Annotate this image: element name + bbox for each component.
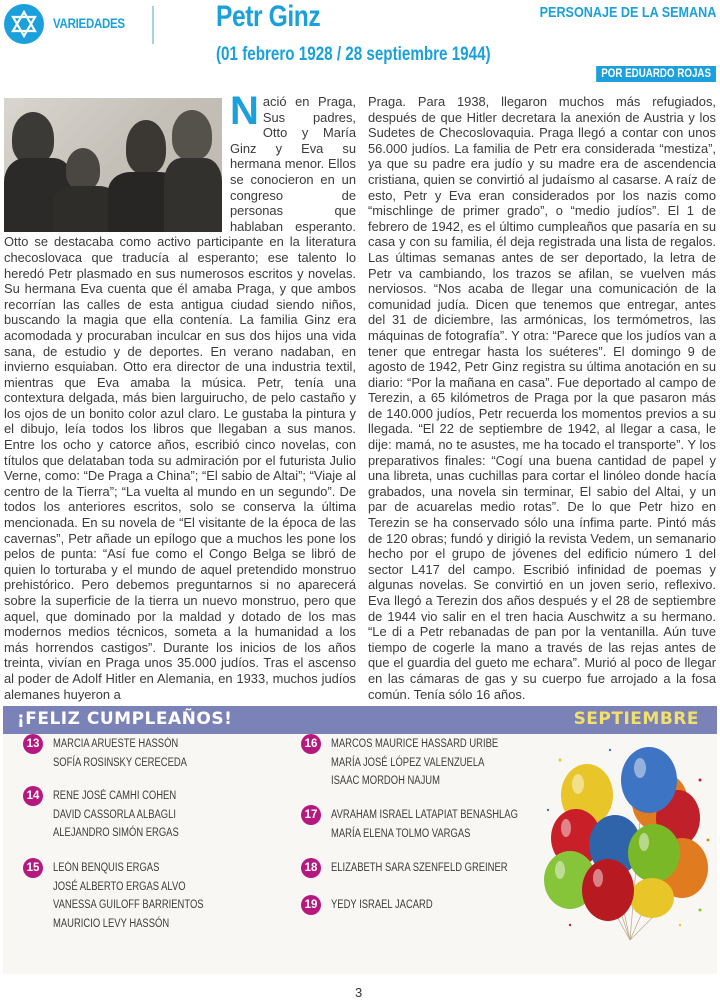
birthday-names (331, 896, 433, 915)
birthday-name: JOSÉ ALBERTO ERGAS ALVO (53, 880, 186, 893)
family-photo (4, 98, 222, 232)
birthday-name: YEDY ISRAEL JACARD (331, 899, 433, 911)
birthday-names (331, 735, 498, 791)
birthday-name: ISAAC MORDOH NAJUM (331, 775, 440, 787)
birthday-name: MARÍA ELENA TOLMO VARGAS (331, 827, 471, 840)
birthday-month: SEPTIEMBRE (573, 709, 699, 729)
birthday-name: DAVID CASSORLA ALBAGLI (53, 808, 176, 821)
birthday-name: MARCOS MAURICE HASSARD URIBE (331, 738, 499, 750)
birthday-names (331, 806, 518, 843)
birthday-name: MARÍA JOSÉ LÓPEZ VALENZUELA (331, 756, 485, 769)
article-dates: (01 febrero 1928 / 28 septiembre 1944) (216, 44, 491, 65)
day-badge: 15 (23, 858, 43, 878)
page-number: 3 (355, 985, 363, 1000)
birthday-names (331, 859, 508, 878)
star-of-david-icon (10, 10, 38, 38)
article-column-left (4, 89, 356, 702)
birthday-names (53, 735, 187, 772)
author-byline: POR EDUARDO ROJAS (596, 66, 716, 82)
birthday-name: VANESSA GUILOFF BARRIENTOS (53, 899, 204, 911)
balloons-icon (540, 740, 716, 940)
day-badge: 19 (301, 895, 321, 915)
birthday-name: LEÓN BENQUIS ERGAS (53, 862, 160, 874)
birthday-names (53, 787, 179, 843)
day-badge: 13 (23, 734, 43, 754)
birthday-names (53, 859, 204, 933)
day-badge: 18 (301, 858, 321, 878)
birthday-name: ALEJANDRO SIMÓN ERGAS (53, 827, 179, 839)
birthday-name: MARCIA ARUESTE HASSÓN (53, 738, 179, 750)
article-column-right (368, 94, 716, 702)
column-kicker: PERSONAJE DE LA SEMANA (539, 4, 716, 21)
birthday-name: SOFÍA ROSINSKY CERECEDA (53, 756, 187, 769)
drop-cap: N (230, 89, 259, 133)
article-text-left: ació en Praga, Sus padres, Otto y María Ginz y Eva su hermana menor. Ellos se conocieron en un congreso de personas que hablaban esperanto. Otto se destacaba como activo participante en la literatura checoslovaca que traducía al esperanto; ese talento lo heredó Petr plasmado en sus numerosos escritos y novelas. Su hermana Eva cuenta que él amaba Praga, y que ambos recorrían las calles de esta antigua ciudad siendo niños, buscando la magia que ella contenía. La familia Ginz era acomodada y procuraban inculcar en sus dos hijos una vida sana, de estudio y de deportes. En verano nadaban, en invierno esquiaban. Otto era director de una industria textil, mientras que Eva amaba la música. Petr, tenía una contextura delgada, más bien larguirucho, de pelo castaño y los ojos de un bonito color azul claro. Le gustaba la pintura y el dibujo, leía todos los libros que llegaban a sus manos. Entre los ocho y catorce años, escribió cinco novelas, con títulos que delataban toda su admiración por el futurista Julio Verne, como: “De Praga a China”; “El sabio de Altai”; “Viaje al centro de la Tierra”; “La vuelta al mundo en un segundo”. De todos los anteriores escritos, solo se conserva la última mencionada. En su novela de “El visitante de la época de las cavernas”, Petr añade un epílogo que a muchos les pone los pelos de punta: “Así fue como el Congo Belga se libró de quien lo torturaba y el mundo de aquel pretendido monstruo prehistórico. Pero debemos preguntarnos si no aparecerá sobre la superficie de la tierra un nuevo monstruo, pero que aquel, que dominado por la maldad y dotado de los mas modernos medios técnicos, someta a la humanidad a los más horrendos castigos”. Durante los inicios de los años treinta, vivían en Praga unos 35.000 judíos. Tras el ascenso al poder de Adolf Hitler en Alemania, en 1933, muchos judíos alemanes huyeron a (4, 94, 356, 702)
birthday-title: ¡FELIZ CUMPLEAÑOS! (17, 709, 233, 729)
section-logo (4, 4, 44, 44)
section-name: VARIEDADES (53, 16, 125, 31)
article-text-right: Praga. Para 1938, llegaron muchos más refugiados, después de que Hitler decretara la anexión de Austria y los Sudetes de Checoslovaquia. Praga llegó a contar con unos 56.000 judíos. La familia de Petr era considerada “mestiza”, ya que su padre era judío y su madre era de ascendencia cristiana, quien se convirtió al judaísmo al casarse. A raíz de esto, Petr y Eva eran considerados por los nazis como “mischlinge de primer grado”, o “medio judíos”. El 1 de febrero de 1942, es el último cumpleaños que pasaría en su casa y con su familia, él deja registrada una lista de regalos. Las últimas semanas antes de ser deportado, la letra de Petr va cambiando, los trazos se afilan, se vuelven más nerviosos. “Nos acaba de llegar una comunicación de la comunidad judía. Dicen que tenemos que entregar, antes del 31 de diciembre, las armónicas, los termómetros, las máquinas de fotografía”. Y otra: “Parece que los judíos van a tener que entregar hasta los suéteres”. El domingo 9 de agosto de 1942, Petr Ginz registra su última anotación en su diario: “Por la mañana en casa”. Fue deportado al campo de Terezin, a 65 kilómetros de Praga por la que pasaron más de 140.000 judíos, Petr recuerda los momentos previos a su llegada. “El 22 de septiembre de 1942, al llegar a casa, le dije: mamá, no te asustes, me ha tocado el transporte”. Y los preparativos finales: “Cogí una buena cantidad de papel y una libreta, unas cuchillas para cortar el linóleo donde hacía grabados, una novela sin terminar, El sabio del Altai, y un par de acuarelas medio rotas”. De lo que Petr hizo en Terezin se ha conservado sólo una ínfima parte. Pintó más de 120 obras; fundó y dirigió la revista Vedem, un semanario hecho por el grupo de jóvenes del edificio número 1 del sector L417 del campo. Escribió infinidad de poemas y algunas novelas. Se convirtió en un joven serio, reflexivo. Eva llegó a Terezin dos años después y el 28 de septiembre de 1944 vio salir en el tren hacia Auschwitz a su hermano. “Le di a Petr rebanadas de pan por la ventanilla. Aún tuve tiempo de cogerle la mano a través de las rejas antes de que el guardia del gueto me echara”. Murió al poco de llegar en las cámaras de gas y su cuerpo fue arrojado a la fosa común. Tenía sólo 16 años. (368, 94, 716, 702)
birthday-name: ELIZABETH SARA SZENFELD GREINER (331, 862, 508, 874)
day-badge: 17 (301, 805, 321, 825)
day-badge: 14 (23, 786, 43, 806)
birthday-name: AVRAHAM ISRAEL LATAPIAT BENASHLAG (331, 809, 518, 821)
birthday-name: MAURICIO LEVY HASSÓN (53, 917, 170, 930)
article-title: Petr Ginz (216, 0, 321, 33)
header-divider (152, 6, 154, 44)
birthday-name: RENE JOSÉ CAMHI COHEN (53, 790, 177, 802)
day-badge: 16 (301, 734, 321, 754)
birthday-banner (3, 706, 717, 734)
